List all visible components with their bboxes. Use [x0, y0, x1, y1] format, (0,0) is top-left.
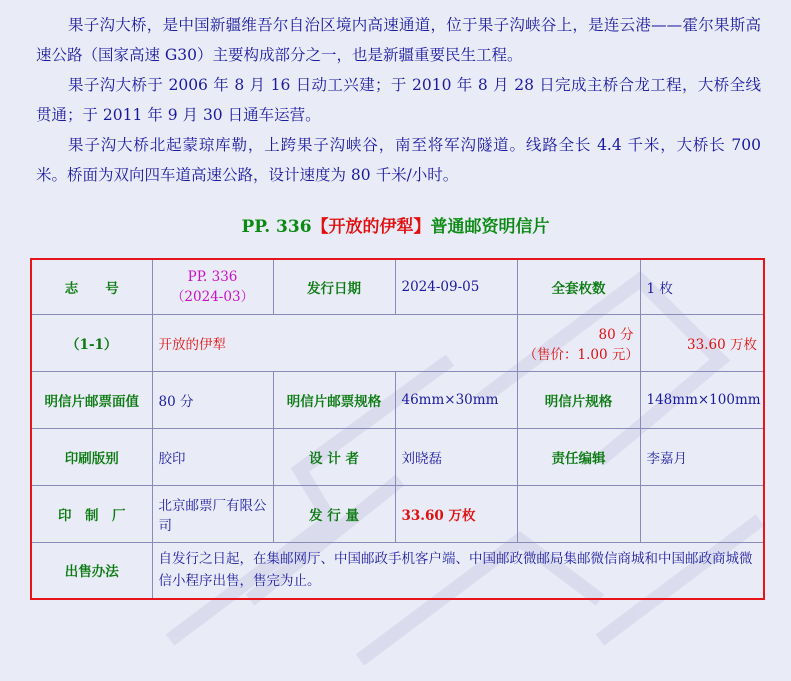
- title-name: 【开放的伊犁】: [311, 217, 431, 237]
- code-label: 志 号: [31, 259, 152, 314]
- stamp-size-label: 明信片邮票规格: [273, 371, 395, 428]
- table-row: [31, 314, 764, 371]
- item-face: [517, 314, 640, 371]
- code-value: [152, 259, 273, 314]
- face-value: 80 分: [152, 371, 273, 428]
- table-row: [31, 259, 764, 314]
- code-value-2: （2024-03）: [170, 288, 255, 305]
- title-code: PP. 336: [241, 217, 312, 237]
- item-price: （售价：1.00 元）: [523, 346, 639, 363]
- item-face-value: 80 分: [598, 326, 634, 343]
- issue-label: 发 行 量: [273, 485, 395, 542]
- set-label: 全套枚数: [517, 259, 640, 314]
- print-label: 印刷版别: [31, 428, 152, 485]
- table-row: [31, 485, 764, 542]
- empty-cell: [517, 485, 640, 542]
- table-row: [31, 428, 764, 485]
- date-value: 2024-09-05: [395, 259, 517, 314]
- designer-value: 刘晓磊: [395, 428, 517, 485]
- designer-label: 设 计 者: [273, 428, 395, 485]
- sale-label: 出售办法: [31, 542, 152, 599]
- print-value: 胶印: [152, 428, 273, 485]
- face-label: 明信片邮票面值: [31, 371, 152, 428]
- stamp-size-value: 46mm×30mm: [395, 371, 517, 428]
- sale-value: 自发行之日起，在集邮网厅、中国邮政手机客户端、中国邮政微邮局集邮微信商城和中国邮政商城微信小程序出售，售完为止。: [152, 542, 764, 599]
- code-value-1: PP. 336: [187, 268, 238, 285]
- item-quantity: 33.60 万枚: [640, 314, 764, 371]
- maker-value: 北京邮票厂有限公司: [152, 485, 273, 542]
- table-row: [31, 542, 764, 599]
- set-value: 1 枚: [640, 259, 764, 314]
- intro-paragraph-2: 果子沟大桥于 2006 年 8 月 16 日动工兴建；于 2010 年 8 月 28 日完成主桥合龙工程，大桥全线贯通；于 2011 年 9 月 30 日通车运营。: [36, 76, 761, 124]
- maker-label: 印 制 厂: [31, 485, 152, 542]
- empty-cell: [640, 485, 764, 542]
- date-label: 发行日期: [273, 259, 395, 314]
- item-name: 开放的伊犁: [152, 314, 517, 371]
- page-title: [0, 212, 791, 237]
- intro-paragraph-3: 果子沟大桥北起蒙琼库勒，上跨果子沟峡谷，南至将军沟隧道。线路全长 4.4 千米，大桥长 700 米。桥面为双向四车道高速公路，设计速度为 80 千米/小时。: [36, 136, 761, 184]
- editor-label: 责任编辑: [517, 428, 640, 485]
- table-row: [31, 371, 764, 428]
- info-table: [30, 258, 765, 600]
- title-suffix: 普通邮资明信片: [430, 217, 550, 237]
- intro-paragraph-1: 果子沟大桥，是中国新疆维吾尔自治区境内高速通道，位于果子沟峡谷上，是连云港——霍尔果斯高速公路（国家高速 G30）主要构成部分之一，也是新疆重要民生工程。: [36, 16, 761, 64]
- issue-value: 33.60 万枚: [395, 485, 517, 542]
- item-number: （1-1）: [31, 314, 152, 371]
- card-size-value: 148mm×100mm: [640, 371, 764, 428]
- intro-text: [36, 10, 761, 190]
- editor-value: 李嘉月: [640, 428, 764, 485]
- card-size-label: 明信片规格: [517, 371, 640, 428]
